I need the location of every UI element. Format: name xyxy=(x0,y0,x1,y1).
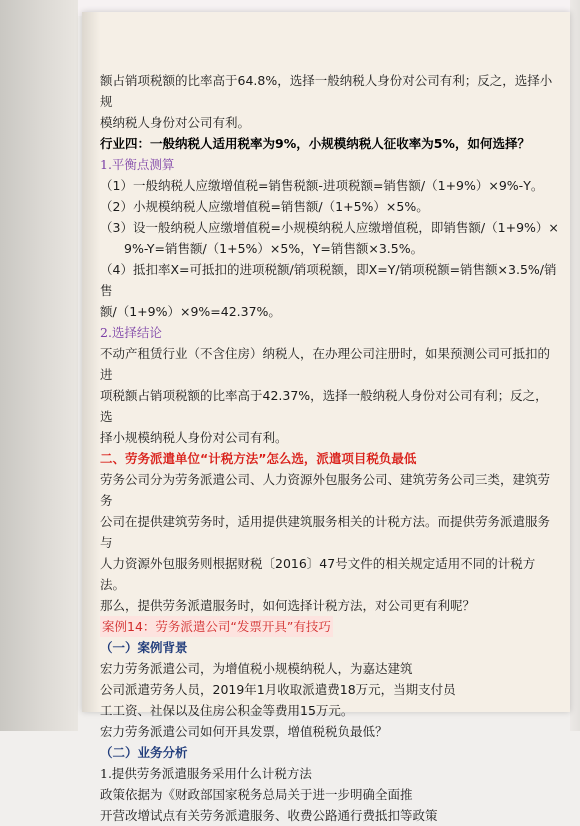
paragraph-line: 公司派遣劳务人员，2019年1月收取派遣费18万元，当期支付员 xyxy=(100,682,456,697)
paragraph-line: 政策依据为《财政部国家税务总局关于进一步明确全面推 xyxy=(100,787,413,802)
paragraph-line: 工工资、社保以及住房公积金等费用15万元。 xyxy=(100,703,354,718)
document-page xyxy=(82,12,570,823)
subheading-conclusion: 2.选择结论 xyxy=(100,325,162,340)
section-heading-industry-four: 行业四：一般纳税人适用税率为9%，小规模纳税人征收率为5%，如何选择？ xyxy=(100,136,530,151)
case-title-highlight: 案例14：劳务派遣公司“发票开具”有技巧 xyxy=(100,616,333,637)
paragraph-line: 额占销项税额的比率高于64.8%，选择一般纳税人身份对公司有利；反之，选择小规 xyxy=(100,73,553,109)
subheading-case-background: （一）案例背景 xyxy=(100,640,188,655)
paragraph-line: 那么，提供劳务派遣服务时，如何选择计税方法，对公司更有利呢？ xyxy=(100,598,476,613)
formula-line: （3）设一般纳税人应缴增值税=小规模纳税人应缴增值税，即销售额/（1+9%）× xyxy=(100,220,559,235)
subheading-balance-point: 1.平衡点测算 xyxy=(100,157,175,172)
paragraph-line: 人力资源外包服务则根据财税〔2016〕47号文件的相关规定适用不同的计税方法。 xyxy=(100,556,536,592)
formula-line: （4）抵扣率X=可抵扣的进项税额/销项税额，即X=Y/销项税额=销售额×3.5%/销售 xyxy=(100,262,557,298)
paragraph-line: 不动产租赁行业（不含住房）纳税人，在办理公司注册时，如果预测公司可抵扣的进 xyxy=(100,346,551,382)
formula-line: 9%-Y=销售额/（1+5%）×5%，Y=销售额×3.5%。 xyxy=(124,241,424,256)
section-heading-labor-dispatch: 二、劳务派遣单位“计税方法”怎么选，派遣项目税负最低 xyxy=(100,451,417,466)
paragraph-line: 劳务公司分为劳务派遣公司、人力资源外包服务公司、建筑劳务公司三类，建筑劳务 xyxy=(100,472,551,508)
paragraph-line: 择小规模纳税人身份对公司有利。 xyxy=(100,430,288,445)
right-backdrop xyxy=(570,0,580,731)
paragraph-line: 模纳税人身份对公司有利。 xyxy=(100,115,251,130)
subheading-business-analysis: （二）业务分析 xyxy=(100,745,188,760)
formula-line: （2）小规模纳税人应缴增值税=销售额/（1+5%）×5%。 xyxy=(100,199,429,214)
paragraph-line: 项税额占销项税额的比率高于42.37%，选择一般纳税人身份对公司有利；反之，选 xyxy=(100,388,548,424)
document-body xyxy=(100,70,560,826)
page-fold-shadow xyxy=(82,12,100,712)
book-spine-backdrop xyxy=(0,0,78,731)
formula-line: 额/（1+9%）×9%=42.37%。 xyxy=(100,304,281,319)
paragraph-line: 宏力劳务派遣公司，为增值税小规模纳税人，为嘉达建筑 xyxy=(100,661,413,676)
subheading-tax-method: 1.提供劳务派遣服务采用什么计税方法 xyxy=(100,766,312,781)
paragraph-line: 宏力劳务派遣公司如何开具发票，增值税税负最低？ xyxy=(100,724,388,739)
paragraph-line: 开营改增试点有关劳务派遣服务、收费公路通行费抵扣等政策 xyxy=(100,808,438,823)
formula-line: （1）一般纳税人应缴增值税=销售税额-进项税额=销售额/（1+9%）×9%-Y。 xyxy=(100,178,544,193)
paragraph-line: 公司在提供建筑劳务时，适用提供建筑服务相关的计税方法。而提供劳务派遣服务与 xyxy=(100,514,551,550)
